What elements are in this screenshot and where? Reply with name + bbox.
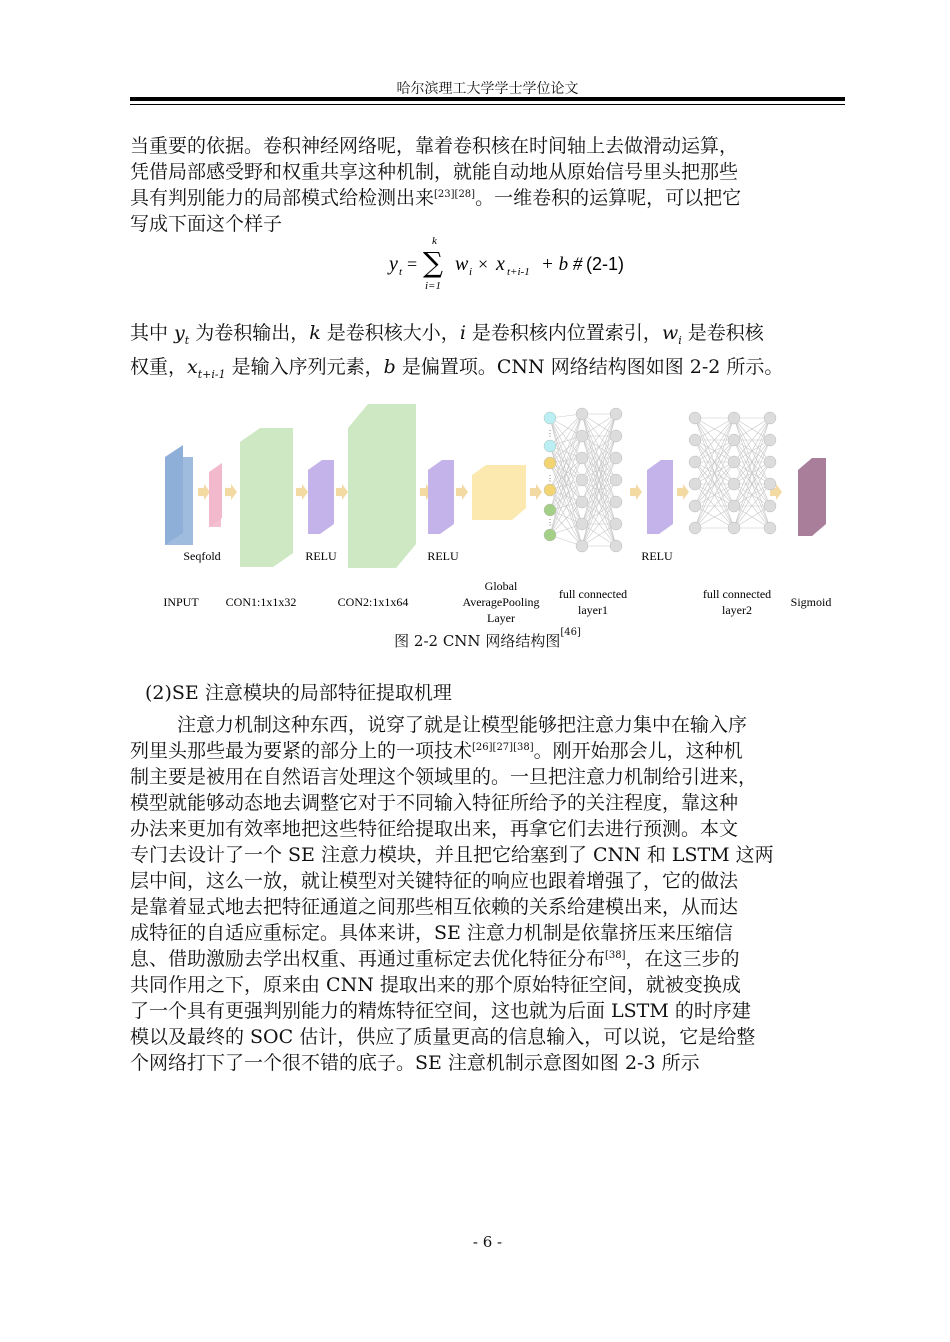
input-block-front bbox=[165, 457, 193, 545]
nn-node bbox=[689, 522, 701, 534]
nn-node bbox=[764, 500, 776, 512]
caption-text: 图 2-2 CNN 网络结构图 bbox=[394, 632, 561, 650]
nn-node bbox=[544, 504, 556, 516]
text-line bbox=[130, 738, 850, 764]
figure-caption bbox=[130, 627, 845, 651]
text-span: 权重， bbox=[130, 355, 188, 378]
text-span: 是输入序列元素， bbox=[225, 355, 384, 378]
var-w-sub: i bbox=[678, 333, 682, 347]
nn-node bbox=[728, 434, 740, 446]
label-gap-3: Layer bbox=[487, 611, 515, 625]
arrow-icon bbox=[336, 484, 348, 500]
nn-node bbox=[544, 457, 556, 469]
label-seqfold: Seqfold bbox=[183, 549, 221, 563]
arrow-icon bbox=[198, 484, 210, 500]
text-line bbox=[130, 320, 850, 354]
nn-node bbox=[689, 478, 701, 490]
page-number: - 6 - bbox=[472, 1233, 503, 1251]
text-span: 息、借助激励去学出权重、再通过重标定去优化特征分布 bbox=[130, 948, 606, 970]
eq-x: x bbox=[496, 253, 505, 275]
nn-node bbox=[610, 408, 622, 420]
text-line: 是靠着显式地去把特征通道之间那些相互依赖的关系给建模出来，从而达 bbox=[130, 896, 739, 918]
relu2-block bbox=[428, 460, 454, 534]
nn-node bbox=[764, 434, 776, 446]
text-line: 写成下面这个样子 bbox=[130, 213, 283, 235]
text-span: 。一维卷积的运算呢，可以把它 bbox=[475, 187, 742, 209]
text-line bbox=[130, 354, 850, 388]
nn-node bbox=[764, 412, 776, 424]
text-line: 凭借局部感受野和权重共享这种机制，就能自动地从原始信号里头把那些 bbox=[130, 161, 739, 183]
eq-sum-bottom: i=1 bbox=[425, 280, 441, 292]
con1-block-side bbox=[273, 428, 293, 567]
nn-node bbox=[610, 540, 622, 552]
relu3-block bbox=[647, 460, 673, 534]
nn-node bbox=[610, 430, 622, 442]
eq-plus-b: + b # bbox=[541, 254, 583, 275]
nn-node bbox=[544, 484, 556, 496]
text-line bbox=[130, 185, 850, 211]
paragraph-2 bbox=[130, 320, 850, 388]
text-span: 列里头那些最为要紧的部分上的一项技术 bbox=[130, 740, 473, 762]
paragraph-3 bbox=[130, 712, 850, 1076]
text-span: 具有判别能力的局部模式给检测出来 bbox=[130, 187, 435, 209]
var-b: b bbox=[383, 355, 396, 378]
nn-node bbox=[610, 474, 622, 486]
label-con2: CON2:1x1x64 bbox=[337, 595, 409, 609]
nn-node bbox=[610, 452, 622, 464]
text-line: 成特征的自适应重标定。具体来讲，SE 注意力机制是依靠挤压来压缩信 bbox=[130, 922, 733, 944]
eq-lhs-sub: t bbox=[399, 266, 403, 278]
nn-node bbox=[689, 500, 701, 512]
text-span: 。刚开始那会儿，这种机 bbox=[533, 740, 743, 762]
citation: [23][28] bbox=[434, 189, 476, 200]
nn-node bbox=[728, 478, 740, 490]
con2-block-side bbox=[396, 404, 416, 568]
citation: [46] bbox=[560, 627, 581, 638]
label-sigmoid: Sigmoid bbox=[790, 595, 832, 609]
label-relu2: RELU bbox=[427, 549, 459, 563]
eq-w: w bbox=[455, 253, 469, 275]
text-span: 是卷积核 bbox=[681, 322, 764, 344]
nn-node bbox=[764, 522, 776, 534]
text-span: 是偏置项。CNN 网络结构图如图 2-2 所示。 bbox=[395, 355, 784, 378]
nn-node bbox=[576, 474, 588, 486]
ellipsis-icon: ⋮ bbox=[546, 518, 554, 527]
nn-node bbox=[689, 412, 701, 424]
text-line: 层中间，这么一放，就让模型对关键特征的响应也跟着增强了，它的做法 bbox=[130, 870, 739, 892]
nn-node bbox=[728, 412, 740, 424]
nn-node bbox=[728, 456, 740, 468]
nn-node bbox=[576, 496, 588, 508]
var-x: x bbox=[187, 355, 198, 378]
text-line: 模型就能够动态地去调整它对于不同输入特征所给予的关注程度，靠这种 bbox=[130, 792, 739, 814]
nn-node bbox=[610, 518, 622, 530]
arrow-icon bbox=[225, 484, 237, 500]
citation: [38] bbox=[605, 950, 626, 961]
sigmoid-block bbox=[798, 458, 826, 536]
eq-lhs: y bbox=[389, 253, 398, 275]
relu1-block bbox=[308, 460, 334, 534]
nn-node bbox=[689, 434, 701, 446]
var-i: i bbox=[459, 322, 466, 344]
nn-node bbox=[610, 496, 622, 508]
eq-sum-top: k bbox=[432, 235, 437, 247]
var-w: w bbox=[661, 322, 679, 344]
label-input: INPUT bbox=[163, 595, 199, 609]
eq-x-sub: t+i-1 bbox=[507, 266, 530, 278]
text-line: 共同作用之下，原来由 CNN 提取出来的那个原始特征空间，就被变换成 bbox=[130, 974, 741, 996]
ellipsis-icon: ⋮ bbox=[546, 474, 554, 483]
paragraph-1 bbox=[130, 133, 850, 237]
text-line: 当重要的依据。卷积神经网络呢，靠着卷积核在时间轴上去做滑动运算， bbox=[130, 135, 739, 157]
text-line: 注意力机制这种东西，说穿了就是让模型能够把注意力集中在输入序 bbox=[177, 714, 748, 736]
text-span: 为卷积输出， bbox=[189, 322, 310, 344]
var-y: y bbox=[174, 322, 185, 344]
text-span: 其中 bbox=[130, 322, 175, 344]
var-k: k bbox=[309, 322, 321, 344]
nn-node bbox=[728, 500, 740, 512]
text-line: 个网络打下了一个很不错的底子。SE 注意机制示意图如图 2-3 所示 bbox=[130, 1052, 700, 1074]
text-span: 是卷积核内位置索引， bbox=[465, 322, 662, 344]
arrow-icon bbox=[296, 484, 308, 500]
nn-node bbox=[544, 412, 556, 424]
eq-w-sub: i bbox=[469, 266, 473, 278]
label-fc2-a: full connected bbox=[702, 587, 772, 601]
gap-block bbox=[472, 465, 526, 520]
arrow-icon bbox=[677, 484, 689, 500]
arrow-icon bbox=[456, 484, 468, 500]
eq-sigma: ∑ bbox=[423, 246, 443, 279]
eq-number: (2-1) bbox=[586, 254, 625, 274]
equation-2-1 bbox=[385, 235, 645, 293]
text-line: 了一个具有更强判别能力的精炼特征空间，这也就为后面 LSTM 的时序建 bbox=[130, 1000, 751, 1022]
seqfold-block-front bbox=[209, 472, 221, 527]
nn-node bbox=[576, 430, 588, 442]
nn-node bbox=[764, 456, 776, 468]
arrow-icon bbox=[530, 484, 542, 500]
arrow-icon bbox=[630, 484, 642, 500]
var-x-sub: t+i-1 bbox=[197, 367, 226, 381]
text-span: ，在这三步的 bbox=[625, 948, 740, 970]
text-line: 模以及最终的 SOC 估计，供应了质量更高的信息输入，可以说，它是给整 bbox=[130, 1026, 756, 1048]
label-fc2-b: layer2 bbox=[722, 603, 752, 617]
text-span: 是卷积核大小， bbox=[320, 322, 460, 344]
nn-node bbox=[689, 456, 701, 468]
section-heading: (2)SE 注意模块的局部特征提取机理 bbox=[145, 682, 452, 704]
ellipsis-icon: ⋮ bbox=[546, 429, 554, 438]
nn-node bbox=[544, 529, 556, 541]
nn-node bbox=[576, 540, 588, 552]
eq-equals: = bbox=[407, 254, 418, 274]
label-gap-1: Global bbox=[484, 579, 518, 593]
header-rule-thin bbox=[130, 104, 845, 105]
label-relu3: RELU bbox=[641, 549, 673, 563]
text-line: 制主要是被用在自然语言处理这个领域里的。一旦把注意力机制给引进来， bbox=[130, 766, 758, 788]
nn-node bbox=[544, 440, 556, 452]
nn-node bbox=[728, 522, 740, 534]
nn-node bbox=[576, 408, 588, 420]
text-line bbox=[130, 946, 850, 972]
label-fc1-a: full connected bbox=[558, 587, 628, 601]
label-con1: CON1:1x1x32 bbox=[225, 595, 297, 609]
page-header: 哈尔滨理工大学学士学位论文 bbox=[396, 81, 579, 97]
label-relu1: RELU bbox=[305, 549, 337, 563]
citation: [26][27][38] bbox=[472, 742, 534, 753]
nn-node bbox=[764, 478, 776, 490]
text-line: 办法来更加有效率地把这些特征给提取出来，再拿它们去进行预测。本文 bbox=[130, 818, 739, 840]
nn-node bbox=[576, 518, 588, 530]
text-line: 专门去设计了一个 SE 注意力模块，并且把它给塞到了 CNN 和 LSTM 这两 bbox=[130, 844, 774, 866]
var-y-sub: t bbox=[184, 333, 190, 347]
label-gap-2: AveragePooling bbox=[462, 595, 540, 609]
eq-times: × bbox=[478, 254, 489, 274]
label-fc1-b: layer1 bbox=[578, 603, 608, 617]
cnn-architecture-figure bbox=[150, 400, 840, 628]
header-rule-thick bbox=[130, 97, 845, 101]
nn-node bbox=[576, 452, 588, 464]
